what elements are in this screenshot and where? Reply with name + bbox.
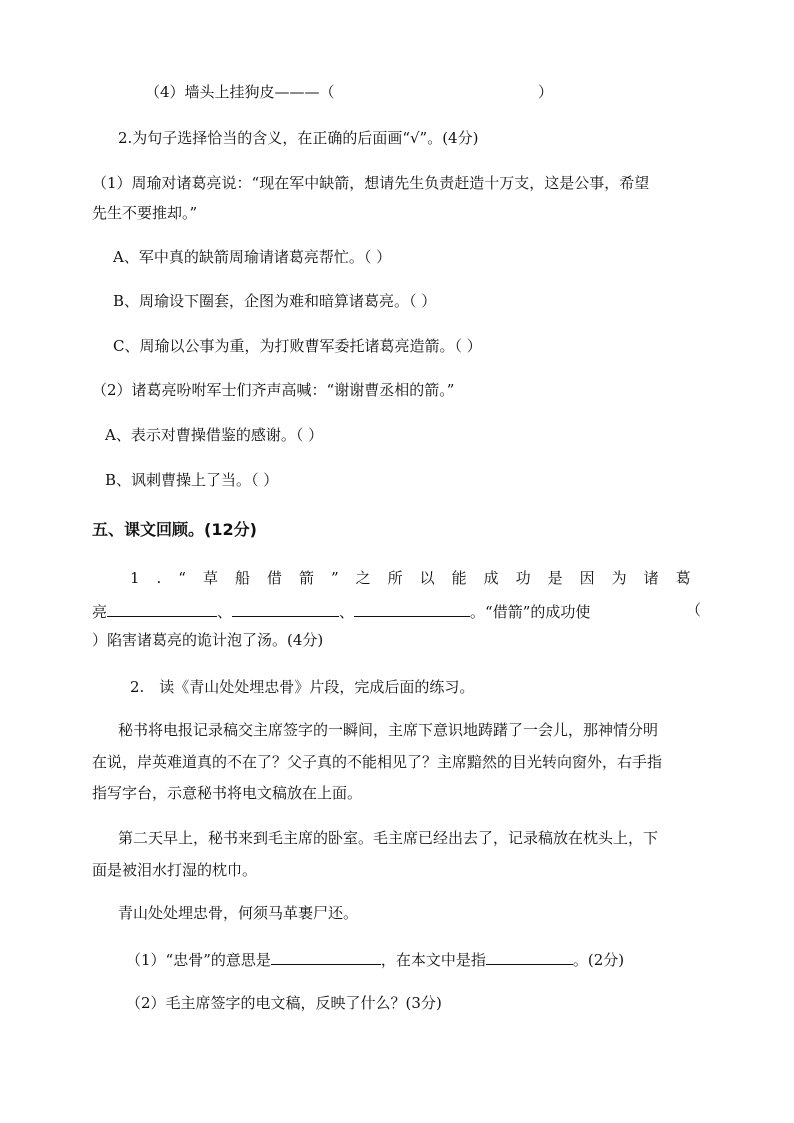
q2-part1-stem-a: （1）周瑜对诸葛亮说：“现在军中缺箭，想请先生负责赶造十万支，这是公事，希望 [92, 174, 650, 192]
item2-q1-prefix: （1）“忠骨”的意思是 [126, 951, 271, 969]
q4-line [145, 82, 335, 102]
section5-heading: 五、课文回顾。(12分) [92, 520, 257, 539]
item1-sep1: 、 [217, 603, 233, 621]
blank-zhonggu-meaning[interactable] [271, 948, 381, 965]
q4-text: （4）墙头上挂狗皮———（ [145, 83, 335, 101]
q2-part2-stem: （2）诸葛亮吩咐军士们齐声高喊：“谢谢曹丞相的箭。” [92, 381, 455, 399]
q2-part1-option-c: C、周瑜以公事为重，为打败曹军委托诸葛亮造箭。（ ） [113, 337, 482, 355]
item2-q2: （2）毛主席签字的电文稿，反映了什么？(3分) [126, 994, 442, 1012]
blank-zhonggu-refers[interactable] [486, 948, 573, 965]
passage-poem: 青山处处埋忠骨，何须马革裹尸还。 [118, 904, 359, 922]
q2-part1-option-a: A、军中真的缺箭周瑜请诸葛亮帮忙。（ ） [113, 248, 392, 266]
blank-2[interactable] [232, 600, 339, 617]
item2-q1-mid: ，在本文中是指 [380, 951, 486, 969]
item2-q1 [126, 948, 624, 970]
item1-line3: ）陷害诸葛亮的诡计泡了汤。(4分) [92, 631, 324, 649]
q2-part1-option-b: B、周瑜设下圈套，企图为难和暗算诸葛亮。（ ） [113, 292, 437, 310]
passage-para2-a: 第二天早上，秘书来到毛主席的卧室。毛主席已经出去了，记录稿放在枕头上，下 [118, 829, 659, 847]
item1-prefix: 亮 [92, 603, 108, 621]
item1-tail: 。“借箭”的成功使 [470, 603, 591, 621]
q2-part2-option-a: A、表示对曹操借鉴的感谢。（ ） [105, 426, 324, 444]
item1-line2 [92, 600, 590, 622]
item1-lead: 1.“草船借箭”之所以能成功是因为诸葛 [130, 569, 708, 587]
passage-para1-a: 秘书将电报记录稿交主席签字的一瞬间，主席下意识地踌躇了一会儿，那神情分明 [118, 721, 659, 739]
item1-sep2: 、 [339, 603, 355, 621]
passage-para1-b: 在说，岸英难道真的不在了？父子真的不能相见了？主席黯然的目光转向窗外，右手指 [92, 753, 663, 771]
blank-1[interactable] [107, 600, 217, 617]
blank-3[interactable] [354, 600, 470, 617]
item2-lead: 2. 读《青山处处埋忠骨》片段，完成后面的练习。 [130, 678, 475, 696]
item2-q1-tail: 。(2分) [572, 951, 625, 969]
passage-para2-b: 面是被泪水打湿的枕巾。 [92, 861, 258, 879]
q2-part1-stem-b: 先生不要推却。” [92, 204, 198, 222]
passage-para1-c: 指写字台，示意秘书将电文稿放在上面。 [92, 784, 363, 802]
q2-title: 2.为句子选择恰当的含义，在正确的后面画“√”。(4分) [118, 129, 479, 147]
item1-open-paren: （ [686, 601, 702, 619]
q2-part2-option-b: B、讽刺曹操上了当。（ ） [105, 471, 279, 489]
q4-close-paren: ） [538, 83, 554, 101]
